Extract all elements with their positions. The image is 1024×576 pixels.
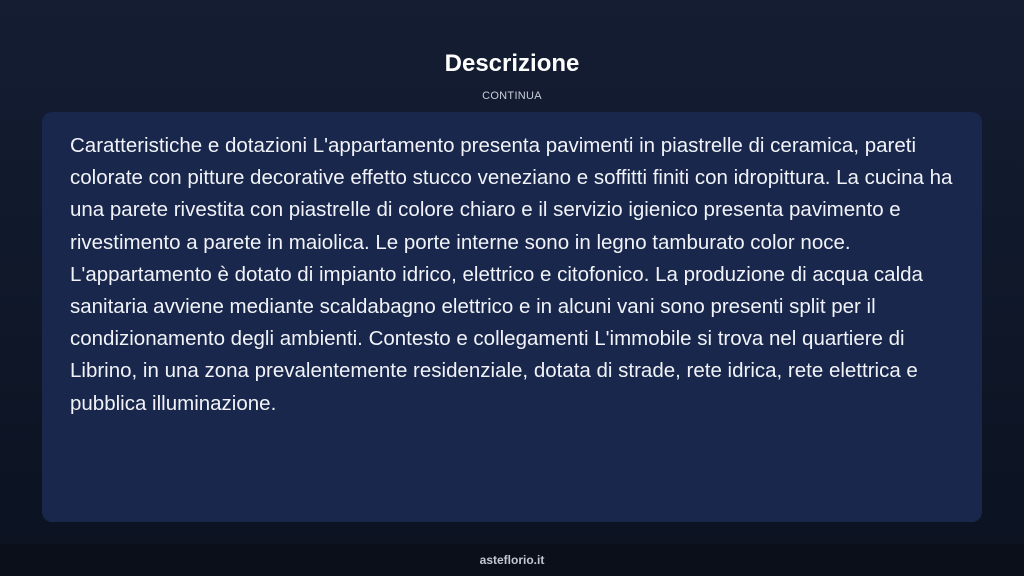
continue-link[interactable]: CONTINUA (482, 90, 542, 102)
footer-bar (0, 544, 1024, 576)
footer-site-link[interactable]: asteflorio.it (479, 553, 545, 567)
description-card (42, 112, 982, 522)
description-text: Caratteristiche e dotazioni L'appartamento presenta pavimenti in piastrelle di ceramica, pareti colorate con pitture decorative effetto stucco veneziano e soffitti finiti con idropittura. La cucina ha una parete rivestita con piastrelle di colore chiaro e il servizio igienico presenta pavimento e rivestimento a parete in maiolica. Le porte interne sono in legno tamburato color noce. L'appartamento è dotato di impianto idrico, elettrico e citofonico. La produzione di acqua calda sanitaria avviene mediante scaldabagno elettrico e in alcuni vani sono presenti split per il condizionamento degli ambienti. Contesto e collegamenti L'immobile si trova nel quartiere di Librino, in una zona prevalentemente residenziale, dotata di strade, rete idrica, rete elettrica e pubblica illuminazione. (70, 134, 953, 415)
page-title: Descrizione (444, 50, 580, 77)
